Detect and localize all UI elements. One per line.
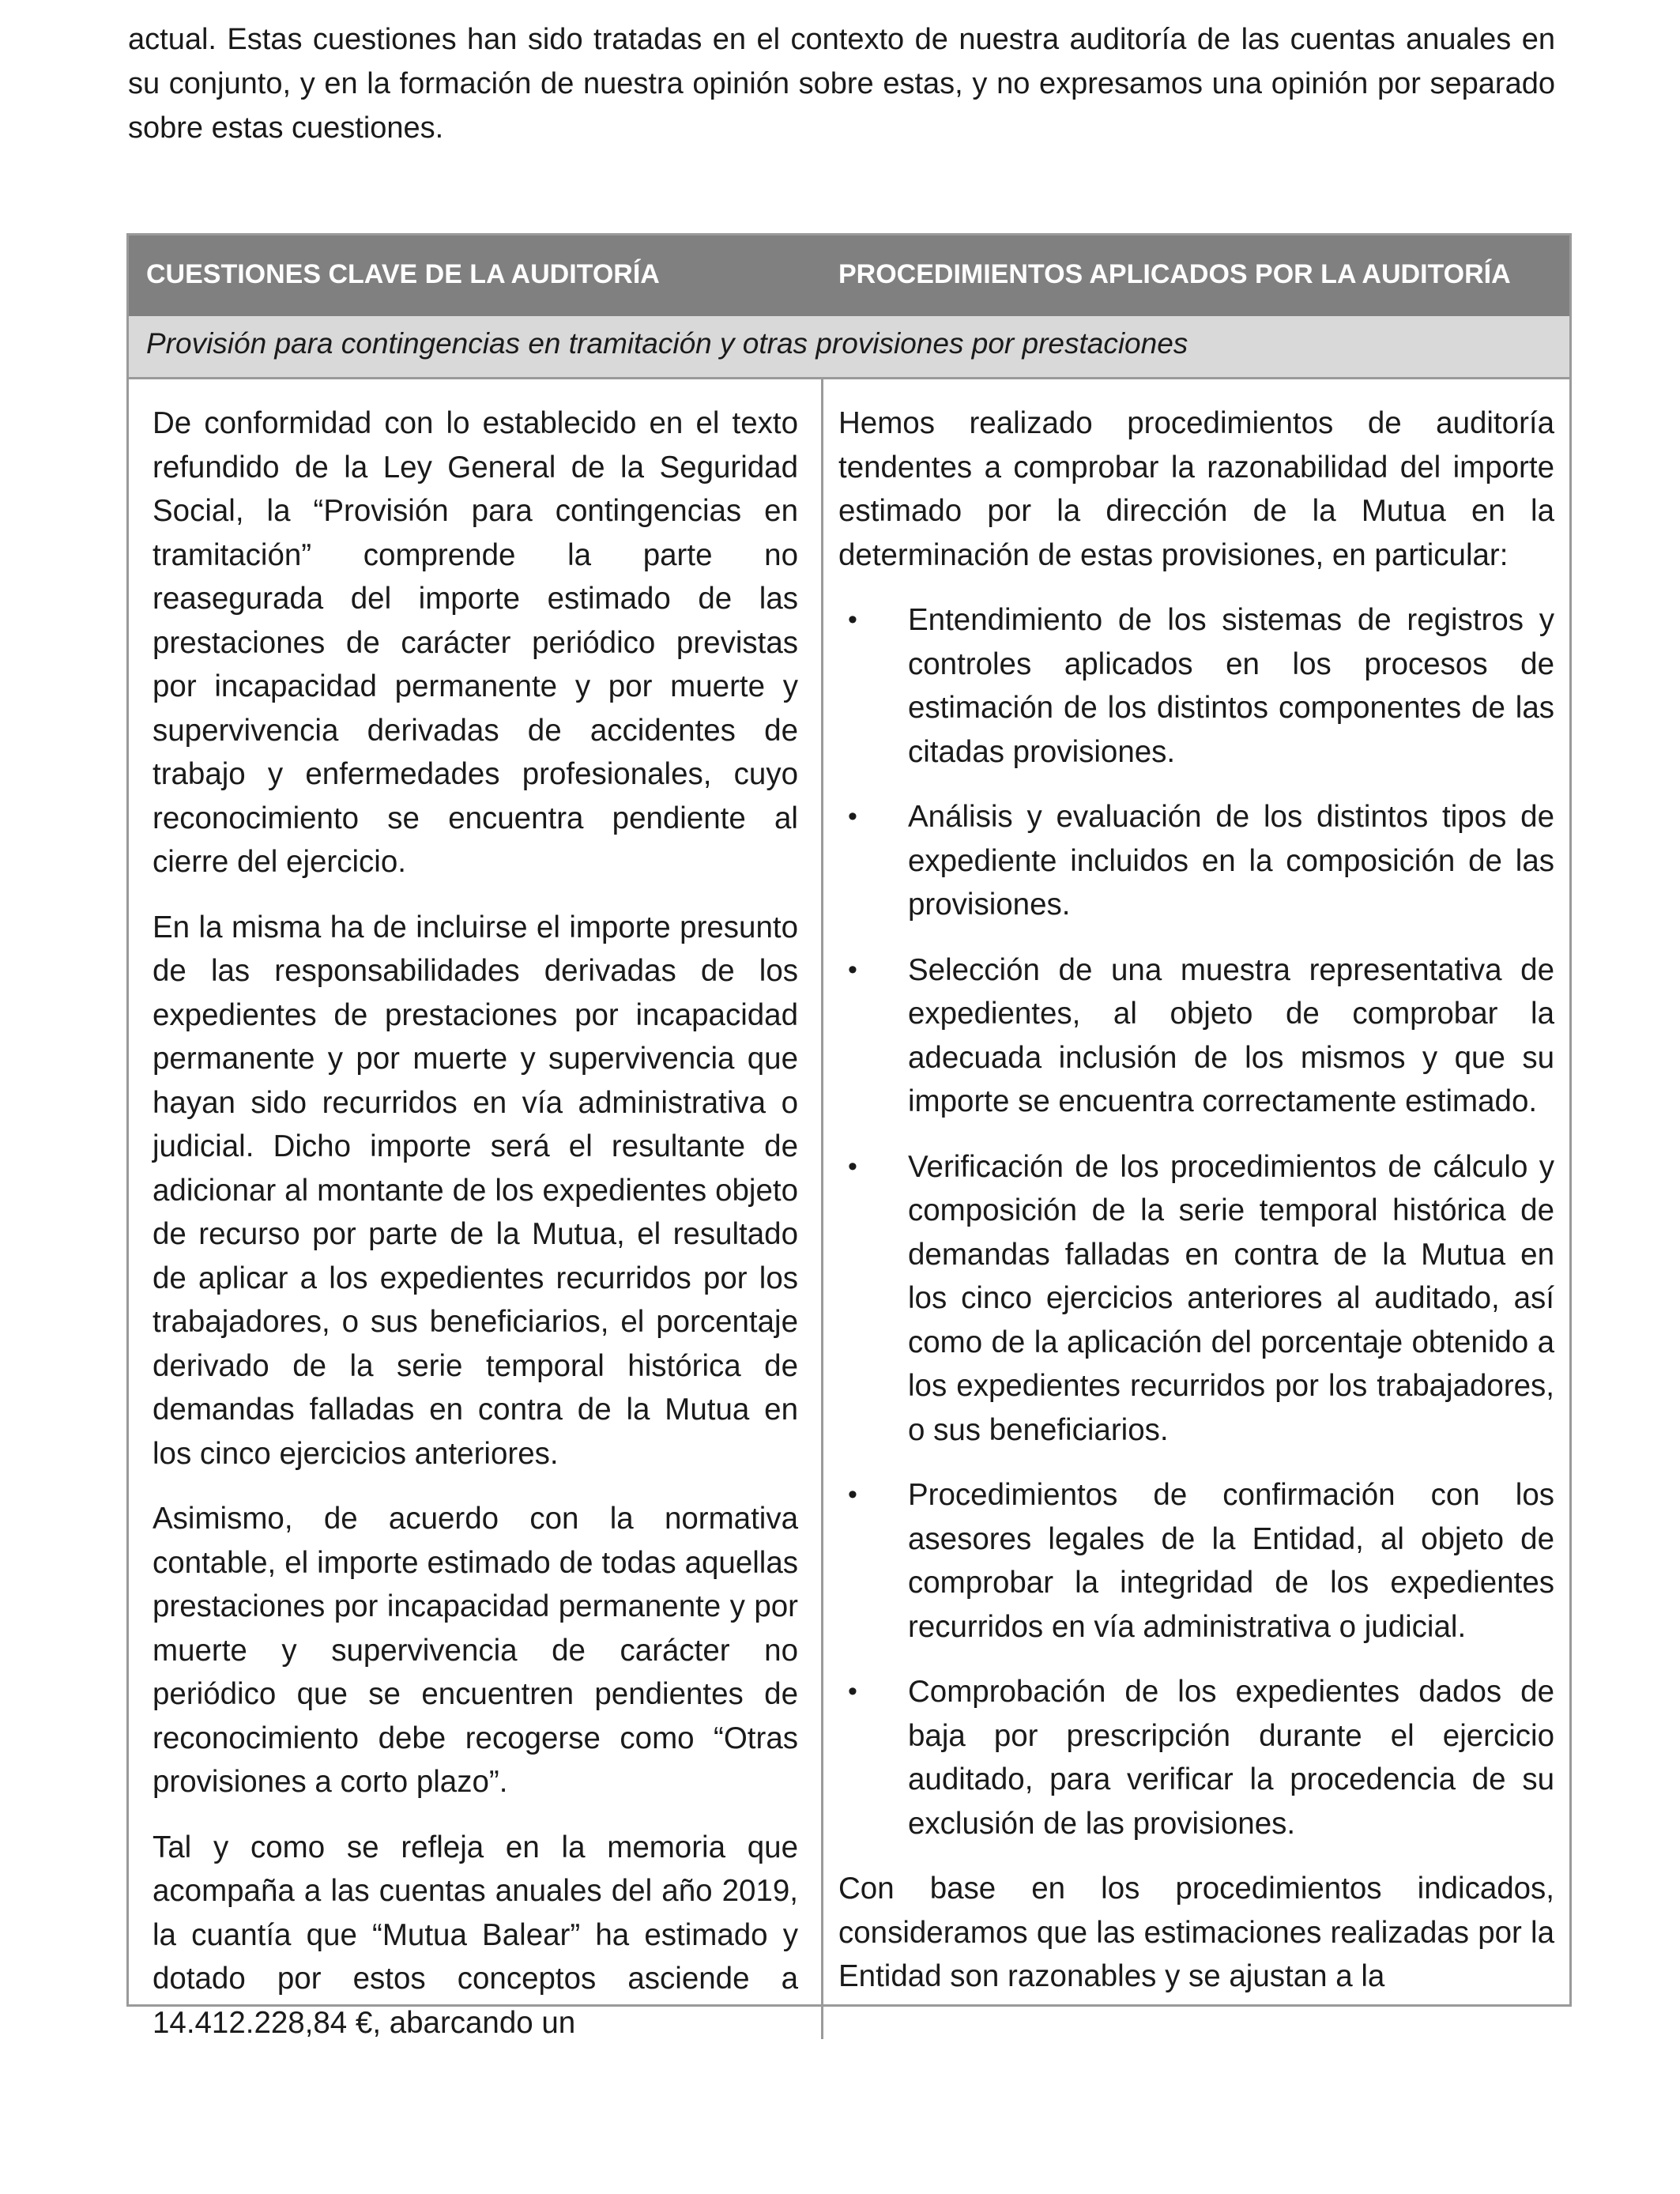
procedures-column (838, 401, 1554, 2020)
bullet-icon: • (848, 954, 857, 985)
section-title: Provisión para contingencias en tramitación y otras provisiones por prestaciones (146, 327, 1188, 360)
header-key-audit-matters: CUESTIONES CLAVE DE LA AUDITORÍA (146, 259, 660, 289)
procedure-text: Análisis y evaluación de los distintos tipos de expediente incluidos en la composición de las provisiones. (908, 800, 1554, 922)
procedures-intro: Hemos realizado procedimientos de auditoría tendentes a comprobar la razonabilidad del importe estimado por la dirección de la Mutua en la determinación de estas provisiones, en particular: (838, 406, 1554, 572)
procedure-text: Verificación de los procedimientos de cálculo y composición de la serie temporal histórica de demandas falladas en contra de la Mutua en los cinco ejercicios anteriores al auditado, así como de la aplicación del porcentaje obtenido a los expedientes recurridos por los trabajadores, o sus beneficiarios. (908, 1149, 1554, 1447)
procedure-text: Entendimiento de los sistemas de registros y controles aplicados en los procesos de estimación de los distintos componentes de las citadas provisiones. (908, 603, 1554, 769)
key-audit-matters-table (126, 233, 1572, 2040)
bullet-icon: • (848, 1151, 857, 1182)
procedure-text: Selección de una muestra representativa de expedientes, al objeto de comprobar la adecuada inclusión de los mismos y que su importe se encuentra correctamente estimado. (908, 952, 1554, 1118)
header-audit-procedures: PROCEDIMIENTOS APLICADOS POR LA AUDITORÍA (838, 259, 1511, 289)
procedure-item (838, 1145, 1554, 1453)
procedure-text: Procedimientos de confirmación con los asesores legales de la Entidad, al objeto de comprobar la integridad de los expedientes recurridos en vía administrativa o judicial. (908, 1478, 1554, 1644)
key-matter-paragraph: Asimismo, de acuerdo con la normativa contable, el importe estimado de todas aquellas prestaciones por incapacidad permanente y por muerte y supervivencia de carácter no periódico que se encuentren pendientes de reconocimiento debe recogerse como “Otras provisiones a corto plazo”. (153, 1502, 798, 1799)
procedure-item (838, 1473, 1554, 1649)
procedure-text: Comprobación de los expedientes dados de baja por prescripción durante el ejercicio auditado, para verificar la procedencia de su exclusión de las provisiones. (908, 1675, 1554, 1841)
bullet-icon: • (848, 1676, 857, 1706)
key-matters-column (153, 401, 798, 2066)
bullet-icon: • (848, 801, 857, 831)
procedure-item (838, 598, 1554, 774)
section-row (129, 316, 1569, 379)
procedure-item (838, 795, 1554, 927)
procedures-list (838, 598, 1554, 1845)
key-matter-paragraph: De conformidad con lo establecido en el texto refundido de la Ley General de la Seguridad Social, la “Provisión para contingencias en tramitación” comprende la parte no reasegurada del importe estimado de las prestaciones de carácter periódico previstas por incapacidad permanente y por muerte y supervivencia derivadas de accidentes de trabajo y enfermedades profesionales, cuyo reconocimiento se encuentra pendiente al cierre del ejercicio. (153, 406, 798, 879)
intro-paragraph: actual. Estas cuestiones han sido tratadas en el contexto de nuestra auditoría de las cuentas anuales en su conjunto, y en la formación de nuestra opinión sobre estas, y no expresamos una opinión por separado sobre estas cuestiones. (128, 23, 1555, 145)
procedure-item (838, 948, 1554, 1124)
table-header-row (129, 236, 1569, 316)
procedure-item (838, 1670, 1554, 1845)
procedures-conclusion: Con base en los procedimientos indicados, consideramos que las estimaciones realizadas por la Entidad son razonables y se ajustan a la (838, 1872, 1554, 1993)
bullet-icon: • (848, 605, 857, 635)
column-divider (821, 379, 823, 2039)
bullet-icon: • (848, 1480, 857, 1510)
key-matter-paragraph: En la misma ha de incluirse el importe presunto de las responsabilidades derivadas de los expedientes de prestaciones por incapacidad permanente y por muerte y supervivencia que hayan sido recurridos en vía administrativa o judicial. Dicho importe será el resultante de adicionar al montante de los expedientes objeto de recurso por parte de la Mutua, el resultado de aplicar a los expedientes recurridos por los trabajadores, o sus beneficiarios, el porcentaje derivado de la serie temporal histórica de demandas falladas en contra de la Mutua en los cinco ejercicios anteriores. (153, 910, 798, 1471)
key-matter-paragraph: Tal y como se refleja en la memoria que acompaña a las cuentas anuales del año 2019, la cuantía que “Mutua Balear” ha estimado y dotado por estos conceptos asciende a 14.412.228,84 €, abarcando un (153, 1830, 798, 2040)
